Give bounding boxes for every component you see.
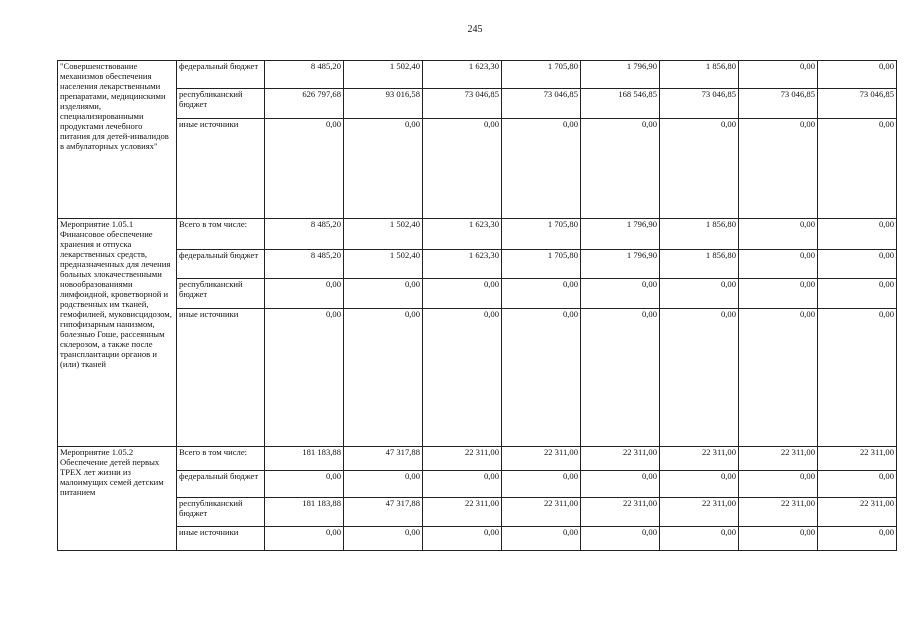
section-name: "Совершенствование механизмов обеспечения населения лекарственными препаратами, медицинскими изделиями, специализированными продуктами лечебного питания для детей-инвалидов в амбулаторных условиях" [58,61,177,219]
value-cell: 0,00 [502,527,581,551]
value-cell: 0,00 [739,527,818,551]
funding-source: Всего в том числе: [177,219,265,250]
funding-source: иные источники [177,527,265,551]
value-cell: 0,00 [818,250,897,279]
table-row [58,119,897,219]
value-cell: 0,00 [502,279,581,309]
value-cell: 22 311,00 [660,447,739,471]
value-cell: 0,00 [581,119,660,219]
value-cell: 0,00 [660,309,739,447]
funding-source: иные источники [177,119,265,219]
value-cell: 8 485,20 [265,61,344,89]
value-cell: 626 797,68 [265,89,344,119]
value-cell: 1 856,80 [660,250,739,279]
value-cell: 0,00 [739,250,818,279]
value-cell: 0,00 [502,119,581,219]
value-cell: 0,00 [423,527,502,551]
value-cell: 22 311,00 [818,447,897,471]
funding-source: Всего в том числе: [177,447,265,471]
value-cell: 73 046,85 [423,89,502,119]
value-cell: 0,00 [818,309,897,447]
section-name: Мероприятие 1.05.2 Обеспечение детей первых ТРЕХ лет жизни из малоимущих семей детским питанием [58,447,177,551]
value-cell: 0,00 [344,279,423,309]
table-row [58,250,897,279]
value-cell: 47 317,88 [344,447,423,471]
value-cell: 1 623,30 [423,219,502,250]
value-cell: 0,00 [344,309,423,447]
value-cell: 8 485,20 [265,219,344,250]
value-cell: 73 046,85 [660,89,739,119]
value-cell: 0,00 [502,471,581,498]
value-cell: 22 311,00 [818,498,897,527]
value-cell: 22 311,00 [423,498,502,527]
table-row [58,498,897,527]
section-name: Мероприятие 1.05.1 Финансовое обеспечение хранения и отпуска лекарственных средств, предназначенных для лечения больных злокачественными новообразованиями лимфоидной, кроветворной и родственных им тканей, гемофилией, муковисцидозом, гипофизарным нанизмом, болезнью Гоше, рассеянным склерозом, а также после трансплантации органов и (или) тканей [58,219,177,447]
value-cell: 0,00 [581,279,660,309]
value-cell: 0,00 [344,471,423,498]
table-row [58,309,897,447]
funding-source: федеральный бюджет [177,61,265,89]
value-cell: 181 183,88 [265,447,344,471]
page-number: 245 [467,24,483,35]
value-cell: 1 796,90 [581,61,660,89]
value-cell: 0,00 [265,471,344,498]
table-row [58,471,897,498]
value-cell: 22 311,00 [502,498,581,527]
table-row [58,447,897,471]
funding-source: федеральный бюджет [177,250,265,279]
value-cell: 0,00 [739,219,818,250]
funding-source: федеральный бюджет [177,471,265,498]
value-cell: 0,00 [265,527,344,551]
value-cell: 73 046,85 [739,89,818,119]
value-cell: 0,00 [660,471,739,498]
value-cell: 0,00 [660,279,739,309]
value-cell: 1 705,80 [502,250,581,279]
value-cell: 0,00 [423,471,502,498]
value-cell: 0,00 [818,279,897,309]
value-cell: 0,00 [739,279,818,309]
value-cell: 0,00 [739,471,818,498]
value-cell: 22 311,00 [581,498,660,527]
value-cell: 1 705,80 [502,61,581,89]
value-cell: 0,00 [739,61,818,89]
funding-source: республиканский бюджет [177,279,265,309]
funding-source: республиканский бюджет [177,89,265,119]
value-cell: 22 311,00 [502,447,581,471]
value-cell: 22 311,00 [739,498,818,527]
value-cell: 0,00 [818,61,897,89]
value-cell: 0,00 [581,309,660,447]
value-cell: 22 311,00 [660,498,739,527]
value-cell: 1 623,30 [423,250,502,279]
table-row [58,219,897,250]
value-cell: 0,00 [739,309,818,447]
value-cell: 0,00 [265,119,344,219]
value-cell: 168 546,85 [581,89,660,119]
value-cell: 1 796,90 [581,250,660,279]
value-cell: 47 317,88 [344,498,423,527]
value-cell: 0,00 [344,527,423,551]
value-cell: 8 485,20 [265,250,344,279]
value-cell: 73 046,85 [818,89,897,119]
value-cell: 93 016,58 [344,89,423,119]
value-cell: 73 046,85 [502,89,581,119]
table-row [58,279,897,309]
value-cell: 0,00 [502,309,581,447]
value-cell: 22 311,00 [581,447,660,471]
value-cell: 1 623,30 [423,61,502,89]
value-cell: 1 856,80 [660,219,739,250]
value-cell: 0,00 [739,119,818,219]
value-cell: 0,00 [818,119,897,219]
value-cell: 0,00 [818,527,897,551]
value-cell: 0,00 [423,119,502,219]
value-cell: 0,00 [423,309,502,447]
value-cell: 1 796,90 [581,219,660,250]
value-cell: 0,00 [660,119,739,219]
funding-source: республиканский бюджет [177,498,265,527]
value-cell: 0,00 [581,471,660,498]
value-cell: 0,00 [818,219,897,250]
budget-table [57,60,897,551]
value-cell: 1 705,80 [502,219,581,250]
value-cell: 0,00 [660,527,739,551]
table-row [58,89,897,119]
value-cell: 181 183,88 [265,498,344,527]
value-cell: 1 502,40 [344,219,423,250]
value-cell: 0,00 [423,279,502,309]
table-row [58,527,897,551]
funding-source: иные источники [177,309,265,447]
value-cell: 22 311,00 [739,447,818,471]
value-cell: 0,00 [581,527,660,551]
value-cell: 22 311,00 [423,447,502,471]
value-cell: 0,00 [344,119,423,219]
table-row [58,61,897,89]
value-cell: 1 856,80 [660,61,739,89]
value-cell: 0,00 [265,279,344,309]
value-cell: 0,00 [818,471,897,498]
value-cell: 0,00 [265,309,344,447]
value-cell: 1 502,40 [344,61,423,89]
value-cell: 1 502,40 [344,250,423,279]
